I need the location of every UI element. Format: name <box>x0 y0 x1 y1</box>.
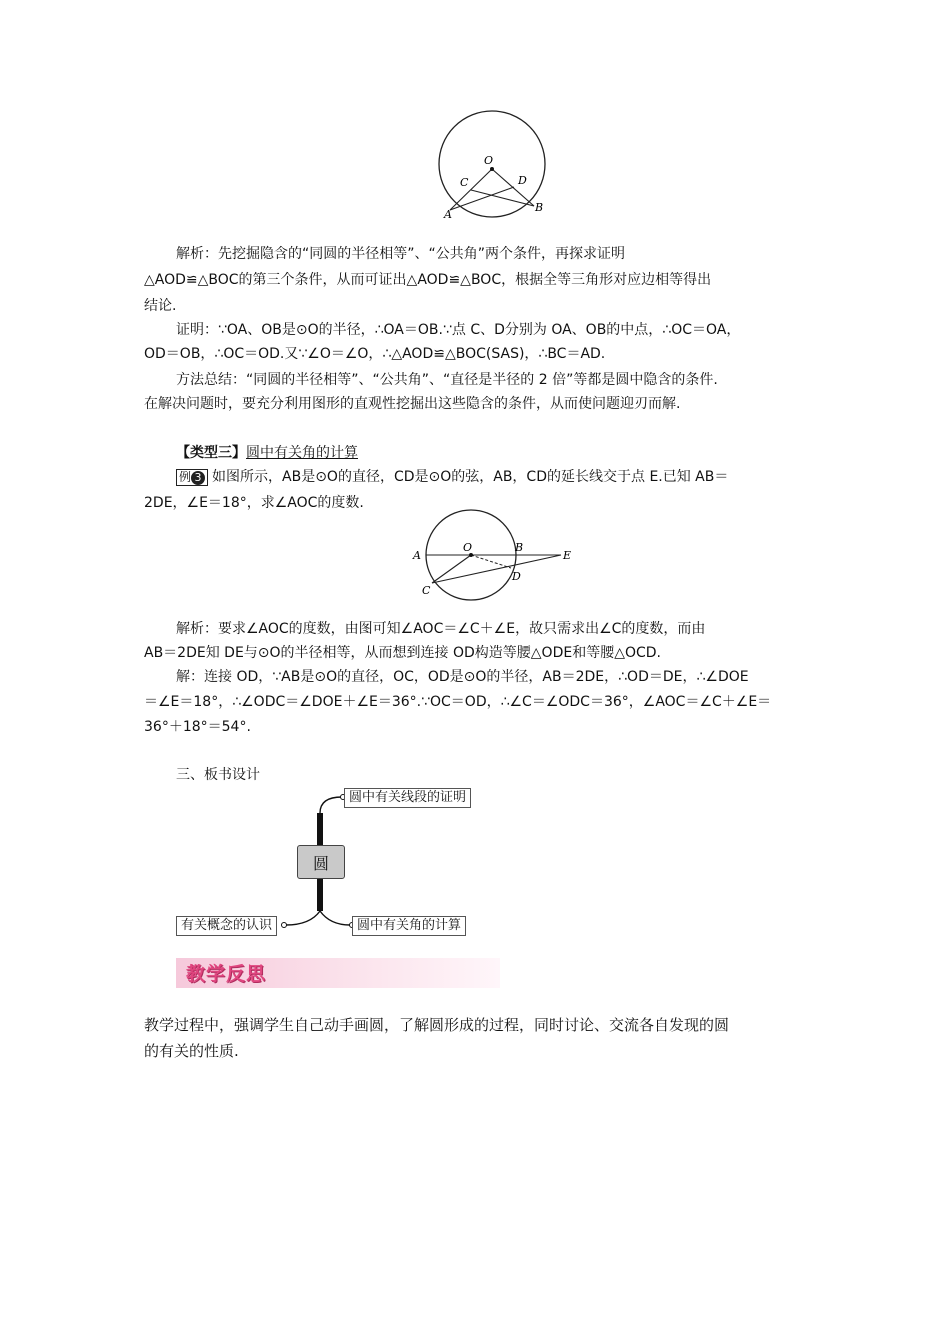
figure-circle-triangle <box>430 110 555 222</box>
example3-line1: 如图所示，AB是⊙O的直径，CD是⊙O的弦，AB，CD的延长线交于点 E.已知 AB＝ <box>212 469 729 485</box>
label-a: A <box>444 208 452 221</box>
label2-d: D <box>512 570 521 583</box>
example3-line1-row <box>176 464 846 490</box>
figure-circle-secant <box>405 508 585 608</box>
summary1-line2: 在解决问题时，要充分利用图形的直观性挖掘出这些隐含的条件，从而使问题迎刃而解. <box>144 396 681 412</box>
label2-c: C <box>422 584 431 597</box>
branch-top <box>320 797 342 813</box>
type3-title: 圆中有关角的计算 <box>246 445 358 461</box>
solution2-line1: 解：连接 OD，∵AB是⊙O的直径，OC，OD是⊙O的半径，AB＝2DE，∴OD＝DE，∴∠DOE <box>176 669 749 685</box>
label-o: O <box>484 154 494 167</box>
segment-oa <box>450 169 492 210</box>
board-node-left: 有关概念的认识 <box>176 916 277 936</box>
board-node-right: 圆中有关角的计算 <box>352 916 466 936</box>
label2-a: A <box>413 549 421 562</box>
analysis2-line2: AB＝2DE知 DE与⊙O的半径相等，从而想到连接 OD构造等腰△ODE和等腰△OCD. <box>144 645 661 661</box>
example-badge: 例 3 <box>176 469 208 486</box>
example-number: 3 <box>191 471 205 485</box>
label2-o: O <box>463 541 473 554</box>
reflection-line1: 教学过程中，强调学生自己动手画圆，了解圆形成的过程，同时讨论、交流各自发现的圆 <box>144 1016 730 1034</box>
reflection-line2: 的有关的性质. <box>144 1042 239 1060</box>
proof1-line1: 证明：∵OA、OB是⊙O的半径，∴OA＝OB.∵点 C、D分别为 OA、OB的中点，∴OC＝OA， <box>176 322 741 338</box>
summary1-line1: 方法总结：“同圆的半径相等”、“公共角”、“直径是半径的 2 倍”等都是圆中隐含的条件. <box>176 372 718 388</box>
solution2-line2: ＝∠E＝18°，∴∠ODC＝∠DOE＋∠E＝36°.∵OC＝OD，∴∠C＝∠ODC＝36°，∠AOC＝∠C＋∠E＝ <box>144 694 772 710</box>
label-d: D <box>518 174 527 187</box>
label2-e: E <box>563 549 572 562</box>
branch-left <box>286 911 320 925</box>
trunk-bar-lower <box>317 877 323 911</box>
solution2-line3: 36°＋18°＝54°. <box>144 719 251 735</box>
branch-left-dot <box>282 923 287 928</box>
branch-right <box>320 911 350 925</box>
board-center-node <box>297 845 345 879</box>
type3-heading <box>176 440 846 466</box>
board-heading: 三、板书设计 <box>176 767 260 783</box>
analysis2-line1: 解析：要求∠AOC的度数，由图可知∠AOC＝∠C＋∠E，故只需求出∠C的度数，而由 <box>176 621 706 637</box>
label-b: B <box>535 201 544 214</box>
board-center-label: 圆 <box>312 853 329 873</box>
label2-b: B <box>515 541 524 554</box>
type3-prefix: 【类型三】 <box>176 445 246 461</box>
proof1-line2: OD＝OB，∴OC＝OD.又∵∠O＝∠O，∴△AOD≌△BOC(SAS)，∴BC＝AD. <box>144 346 606 362</box>
trunk-bar <box>317 813 323 845</box>
board-node-top: 圆中有关线段的证明 <box>344 788 471 808</box>
center-point <box>490 167 494 171</box>
line-od-dashed <box>471 555 511 568</box>
reflection-banner-title: 教学反思 <box>186 963 267 985</box>
label-c: C <box>460 176 469 189</box>
analysis1-line3: 结论. <box>144 298 177 314</box>
example3-line2: 2DE，∠E＝18°，求∠AOC的度数. <box>144 495 364 511</box>
analysis1-line1: 解析：先挖掘隐含的“同圆的半径相等”、“公共角”两个条件，再探求证明 <box>176 246 626 262</box>
analysis1-line2: △AOD≌△BOC的第三个条件，从而可证出△AOD≌△BOC，根据全等三角形对应边相等得出 <box>144 272 712 288</box>
